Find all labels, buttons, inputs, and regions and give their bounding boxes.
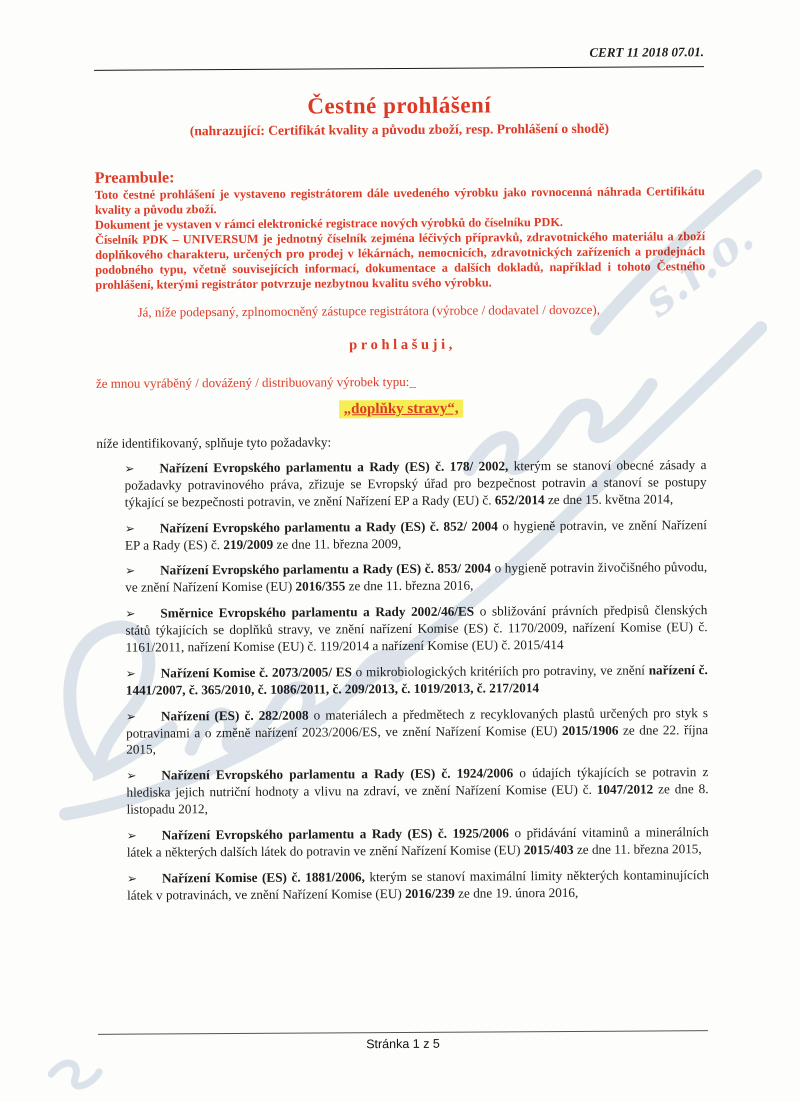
requirement-text: ze dne 11. března 2015, <box>573 841 702 857</box>
requirement-text: 2016/355 <box>295 578 346 594</box>
declaration-verb: p r o h l a š u j i , <box>349 336 453 354</box>
watermark-text: s.r.o. <box>632 209 764 328</box>
requirement-text: Nařízení Komise č. 2073/2005/ ES <box>160 664 352 681</box>
requirement-text: o údajích týkajících se potravin z hlediska jejich nutriční hodnoty a vlivu na zdraví, ve znění Nařízení Komise (EU) č. <box>126 764 709 800</box>
product-line: že mnou vyráběný / dovážený / distribuovaný výrobek typu:_ <box>95 373 416 391</box>
doc-reference: CERT 11 2018 07.01. <box>589 44 705 60</box>
requirement-text: ze dne 19. února 2016, <box>454 884 579 901</box>
product-type-row <box>96 398 706 420</box>
requirement-text: o sbližování právních předpisů členských států týkajících se doplňků stravy, ve znění nařízení Komise (ES) č. 1170/2009, nařízení Komise (EU) č. 1161/2011, nařízení Komise (EU) č. 119/2014 a nařízení Komise (EU) č. 2015/414 <box>125 602 708 655</box>
requirement-text: Nařízení Evropského parlamentu a Rady (ES) č. 1925/2006 <box>161 825 510 843</box>
preamble-paragraphs <box>95 184 706 293</box>
requirement-text: ze dne 11. března 2016, <box>345 577 474 594</box>
preamble-paragraph: Číselník PDK – UNIVERSUM je jednotný číselník zejména léčivých přípravků, zdravotnického materiálu a zboží doplňkového charakteru, určených pro prodej v lékárnách, nemocnicích, zdravotnických zařízeních a prodejnách podobného typu, včetně souvisejících informací, dokumentace a dalších dokladů, například i tohoto Čestného prohlášení, kterými registrátor potvrzuje nezbytnou kvalitu svého výrobku. <box>95 229 706 292</box>
requirements-list <box>96 457 709 904</box>
requirement-item <box>126 705 708 759</box>
requirement-text: o materiálech a předmětech z recyklovaných plastů určených pro styk s potravinami a o změně nařízení 2023/2006/ES, ve znění Nařízení Komise (EU) <box>126 704 709 741</box>
document-content <box>94 0 710 904</box>
requirement-text: Nařízení (ES) č. 282/2008 <box>160 707 309 724</box>
requirement-item <box>127 867 709 904</box>
requirement-item <box>125 517 707 554</box>
arrow-bullet-icon: ➢ <box>125 606 136 621</box>
preamble-paragraph: Dokument je vystaven v rámci elektronické registrace nových výrobků do číselníku PDK. <box>94 214 563 232</box>
requirement-item <box>124 457 706 511</box>
requirement-item <box>126 662 708 699</box>
requirement-item <box>125 602 707 656</box>
requirement-text: kterým se stanoví obecné zásady a požadavky potravinového práva, zřizuje se Evropský úřad pro bezpečnost potravin a stanoví se postupy týkající se bezpečnosti potravin, ve znění Nařízení EP a Rady (EU) č. <box>124 457 707 510</box>
footer-rule <box>98 1030 708 1035</box>
requirement-item <box>125 560 707 597</box>
product-type-highlight: „doplňky stravy“, <box>340 400 463 419</box>
header-rule <box>94 66 704 71</box>
requirement-text: Nařízení Evropského parlamentu a Rady (ES) č. 178/ 2002, <box>159 458 509 476</box>
requirement-text: o přidávání vitaminů a minerálních látek a některých dalších látek do potravin ve znění Nařízení Komise (EU) <box>126 824 709 860</box>
preamble-paragraph: Toto čestné prohlášení je vystaveno registrátorem dále uvedeného výrobku jako rovnocenná náhrada Certifikátu kvality a původu zboží. <box>94 184 705 217</box>
requirement-text: 1047/2012 <box>596 781 654 798</box>
requirement-text: 2015/1906 <box>561 722 619 738</box>
arrow-bullet-icon: ➢ <box>125 709 137 724</box>
arrow-bullet-icon: ➢ <box>126 828 137 843</box>
requirement-text: o hygieně potravin živočišného původu, ve znění Nařízení Komise (EU) <box>125 559 708 596</box>
requirement-text: nařízení č. 1441/2007, č. 365/2010, č. 1086/2011, č. 209/2013, č. 1019/2013, č. 217/2014 <box>125 662 708 698</box>
page-subtitle: (nahrazující: Certifikát kvality a původu zboží, resp. Prohlášení o shodě) <box>189 120 610 139</box>
arrow-bullet-icon: ➢ <box>124 461 135 476</box>
arrow-bullet-icon: ➢ <box>125 564 136 579</box>
preamble-heading: Preambule: <box>94 169 175 187</box>
declaration-intro: Já, níže podepsaný, zplnomocněný zástupce registrátora (výrobce / dodavatel / dovozce), <box>137 301 600 320</box>
requirement-text: 2015/403 <box>523 841 574 858</box>
requirement-text: 2016/239 <box>404 885 455 901</box>
requirement-text: ze dne 22. října 2015, <box>126 721 709 758</box>
requirements-intro: níže identifikovaný, splňuje tyto požadavky: <box>96 434 332 451</box>
requirement-text: Nařízení Evropského parlamentu a Rady (ES) č. 1924/2006 <box>161 765 514 783</box>
requirement-text: Nařízení Evropského parlamentu a Rady (ES) č. 852/ 2004 <box>159 518 498 536</box>
requirement-text: Směrnice Evropského parlamentu a Rady 2002/46/ES <box>160 603 475 621</box>
arrow-bullet-icon: ➢ <box>126 768 137 784</box>
requirement-text: o hygieně potravin, ve znění Nařízení EP a Rady (ES) č. <box>124 516 707 553</box>
arrow-bullet-icon: ➢ <box>124 521 135 536</box>
watermark-stroke <box>51 1063 99 1086</box>
requirement-text: Nařízení Komise (ES) č. 1881/2006, <box>161 869 365 886</box>
requirement-text: ze dne 8. listopadu 2012, <box>126 781 709 817</box>
requirement-item <box>126 764 708 818</box>
requirement-text: ze dne 11. března 2009, <box>273 535 402 552</box>
arrow-bullet-icon: ➢ <box>125 666 136 681</box>
requirement-text: Nařízení Evropského parlamentu a Rady (ES) č. 853/ 2004 <box>160 560 491 578</box>
requirement-text: o mikrobiologických kritériích pro potraviny, ve znění <box>351 662 649 680</box>
requirement-item <box>127 824 709 861</box>
page-footer <box>98 1030 708 1053</box>
page-title: Čestné prohlášení <box>307 92 492 119</box>
arrow-bullet-icon: ➢ <box>126 871 138 886</box>
requirement-text: ze dne 15. května 2014, <box>544 491 674 507</box>
requirement-text: 652/2014 <box>494 491 545 508</box>
page-number: Stránka 1 z 5 <box>366 1036 440 1052</box>
requirement-text: kterým se stanoví maximální limity některých kontaminujících látek v potravinách, ve znění Nařízení Komise (EU) <box>127 866 710 903</box>
requirement-text: 219/2009 <box>223 536 274 552</box>
